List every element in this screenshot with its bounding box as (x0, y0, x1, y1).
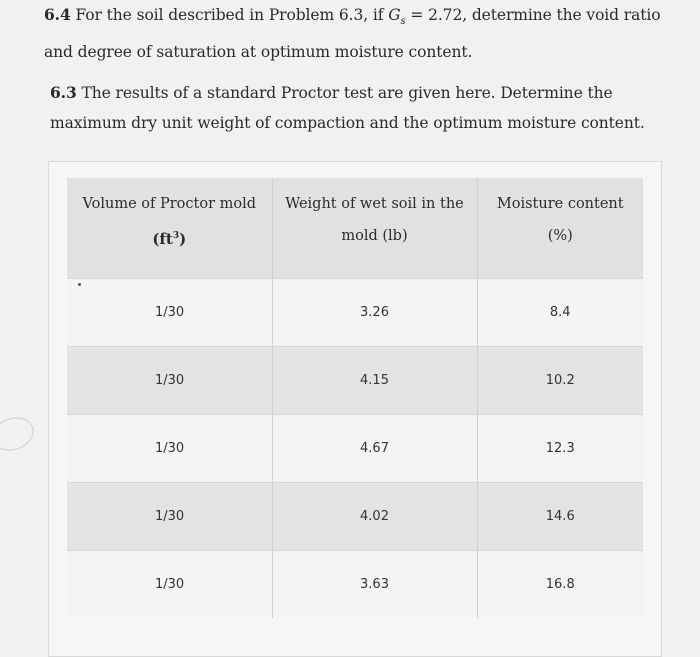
specific-gravity-value: = 2.72 (405, 6, 463, 24)
cell-volume: 1/30 (67, 346, 272, 414)
problem-text: The results of a standard Proctor test are given here. Determine the maximum dry unit weight of compaction and the optimum moisture content. (50, 84, 645, 132)
cell-volume: 1/30 (67, 278, 272, 346)
cell-moisture: 12.3 (477, 414, 643, 482)
problem-text-end: , determine the void ratio and degree of saturation at optimum moisture content. (44, 6, 661, 62)
cell-volume: 1/30 (67, 482, 272, 550)
problem-number: 6.4 (44, 5, 71, 24)
problem-number: 6.3 (50, 83, 77, 102)
table-row (67, 346, 643, 414)
header-moisture: Moisture content (%) (477, 178, 643, 278)
problem-6-4 (44, 0, 664, 67)
table-header-row (67, 178, 643, 278)
specific-gravity-symbol: $G_s$ (388, 6, 406, 28)
table-row (67, 482, 643, 550)
header-weight: Weight of wet soil in the mold (lb) (272, 178, 477, 278)
cell-weight: 4.67 (272, 414, 477, 482)
problem-text-start: For the soil described in Problem 6.3, if (75, 6, 389, 24)
cell-weight: 4.15 (272, 346, 477, 414)
stray-dot (78, 283, 81, 286)
cell-moisture: 10.2 (477, 346, 643, 414)
cell-weight: 4.02 (272, 482, 477, 550)
cell-moisture: 14.6 (477, 482, 643, 550)
cell-volume: 1/30 (67, 414, 272, 482)
problem-6-3 (50, 78, 670, 138)
table-row (67, 278, 643, 346)
cell-moisture: 16.8 (477, 550, 643, 618)
cell-weight: 3.63 (272, 550, 477, 618)
proctor-test-table (67, 178, 643, 618)
cell-moisture: 8.4 (477, 278, 643, 346)
cell-weight: 3.26 (272, 278, 477, 346)
table-row (67, 414, 643, 482)
pencil-circle-mark (0, 412, 38, 456)
header-volume: Volume of Proctor mold $(ft^3)$ (67, 178, 272, 278)
cell-volume: 1/30 (67, 550, 272, 618)
table-row (67, 550, 643, 618)
